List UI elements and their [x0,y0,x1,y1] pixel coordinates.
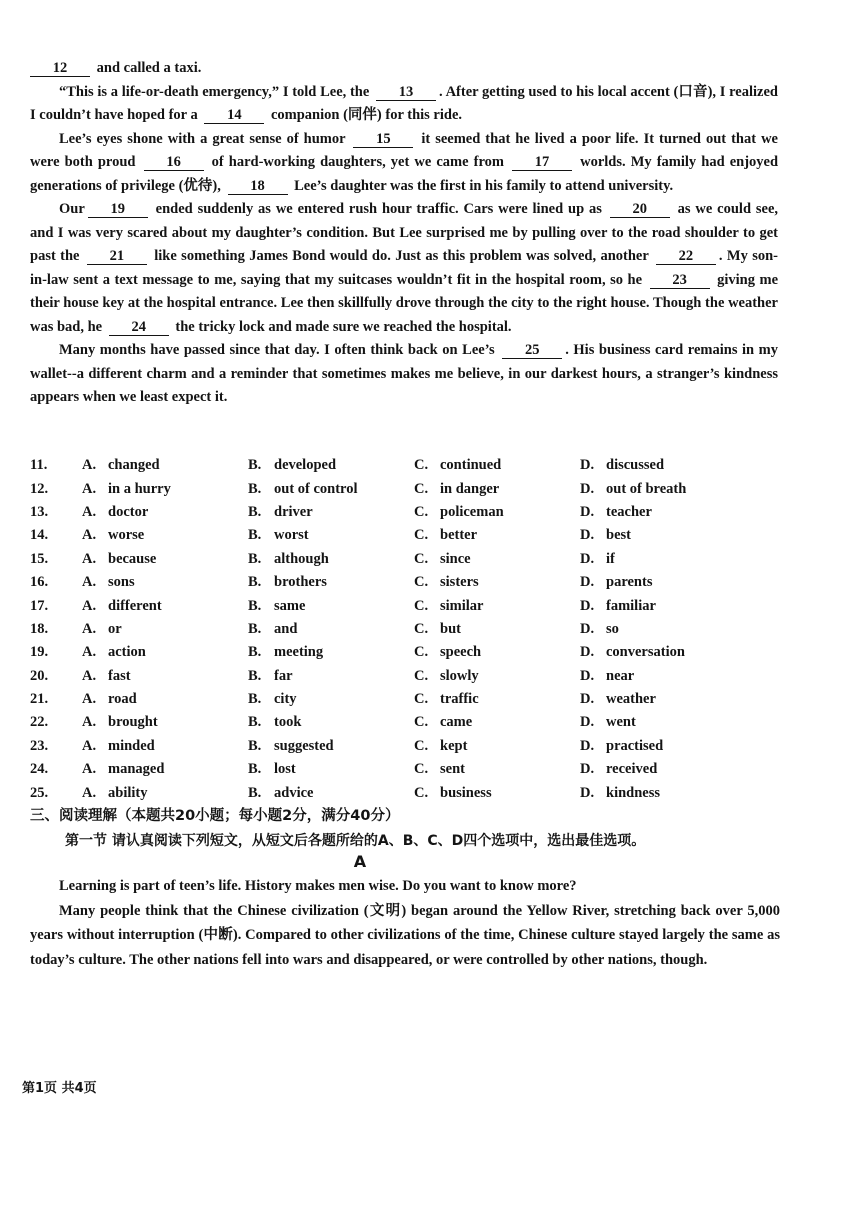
option-letter: B. [248,457,262,474]
passage-text: giving me their house key at the hospital entrance. Lee then skillfully drove through the city to the right house. Though the weather was bad, he [30,271,779,335]
option-letter: D. [580,527,595,544]
option-text: out of breath [606,480,687,497]
answer-option [580,527,740,544]
answer-option [82,785,248,802]
question-row [30,641,750,664]
cloze-passage [30,57,778,410]
answer-option [82,738,248,755]
answer-option [414,644,580,661]
option-letter: D. [580,691,595,708]
option-letter: D. [580,480,595,497]
question-row [30,735,750,758]
answer-option [414,457,580,474]
answer-option [414,504,580,521]
option-letter: C. [414,597,429,614]
answer-option [248,668,414,685]
option-text: worse [108,527,145,544]
answer-option [580,574,740,591]
question-number: 12. [30,480,49,497]
option-text: since [440,550,471,567]
page-number: 第1页 共4页 [22,1081,97,1096]
answer-option [248,738,414,755]
passage-text: Many months have passed since that day. I often think back on Lee’s [59,342,495,358]
answer-option [580,457,740,474]
question-number: 20. [30,667,49,684]
passage-text: like something James Bond would do. Just as this problem was solved, another [154,248,649,264]
option-text: brothers [274,574,327,591]
answer-option [248,504,414,521]
option-letter: C. [414,737,429,754]
passage-text: and called a taxi. [96,60,202,76]
option-text: similar [440,597,484,614]
answer-option [414,551,580,568]
answer-option [414,527,580,544]
option-text: policeman [440,503,504,520]
option-letter: C. [414,574,429,591]
option-letter: D. [580,574,595,591]
answer-option [580,504,740,521]
option-letter: A. [82,667,97,684]
question-row [30,711,750,734]
answer-option [580,668,740,685]
passage-text: it seemed that he lived a poor life. It turned out that we were both proud [30,130,778,170]
blank-23: 23 [650,272,710,289]
option-text: teacher [606,503,652,520]
question-row [30,594,750,617]
option-text: but [440,620,461,637]
question-row [30,688,750,711]
passage-text: ended suddenly as we entered rush hour traffic. Cars were lined up as [155,201,602,217]
option-text: different [108,597,162,614]
option-letter: D. [580,784,595,801]
option-text: in danger [440,480,500,497]
option-text: ability [108,784,148,801]
option-text: managed [108,761,165,778]
option-text: brought [108,714,158,731]
option-text: took [274,714,302,731]
answer-option [580,761,740,778]
option-text: although [274,550,329,567]
option-letter: A. [82,597,97,614]
answer-option [580,598,740,615]
blank-17: 17 [512,154,572,171]
option-letter: A. [82,644,97,661]
question-row [30,665,750,688]
blank-12: 12 [30,60,90,77]
answer-option [414,761,580,778]
question-row [30,524,750,547]
question-number: 23. [30,737,49,754]
passage-text: . After getting used to his local accent (口音), I realized I couldn’t have hoped for a [30,83,778,123]
section-instruction: 第一节 请认真阅读下列短文，从短文后各题所给的A、B、C、D四个选项中，选出最佳选项。 [65,833,646,849]
answer-option [414,714,580,731]
question-number: 17. [30,597,49,614]
blank-22: 22 [656,248,716,265]
answer-option [82,457,248,474]
question-row [30,501,750,524]
option-letter: B. [248,527,262,544]
option-text: developed [274,457,337,474]
option-letter: B. [248,574,262,591]
blank-21: 21 [87,248,147,265]
option-text: near [606,667,635,684]
option-text: continued [440,457,502,474]
reading-passage [30,874,780,972]
answer-option [414,738,580,755]
question-number: 21. [30,691,49,708]
passage-text: . My son-in-law sent a text message to me, saying that my suitcases wouldn’t fit in the hospital room, so he [30,248,778,288]
answer-option [82,551,248,568]
passage-text: Lee’s eyes shone with a great sense of humor [59,130,346,147]
question-number: 13. [30,503,49,520]
blank-13: 13 [376,84,436,101]
answer-option [414,621,580,638]
option-text: meeting [274,644,324,661]
option-text: driver [274,503,313,520]
blank-14: 14 [204,107,264,124]
option-text: if [606,550,615,567]
question-number: 16. [30,574,49,591]
option-text: sisters [440,574,479,591]
option-text: suggested [274,737,334,754]
option-text: parents [606,574,653,591]
passage-paragraph-4 [30,339,778,410]
blank-25: 25 [502,342,562,359]
passage-text: as we could see, and I was very scared about my daughter’s condition. But Lee surprised me by pulling over to the road shoulder to get past the [30,201,779,264]
passage-paragraph-3 [30,198,778,339]
answer-option [82,691,248,708]
question-number: 15. [30,550,49,567]
option-text: conversation [606,644,685,661]
answer-option [580,551,740,568]
answer-option [82,621,248,638]
question-row [30,758,750,781]
answer-option [580,644,740,661]
option-text: action [108,644,146,661]
option-letter: B. [248,667,262,684]
option-letter: B. [248,503,262,520]
blank-18: 18 [228,178,288,195]
option-text: advice [274,784,314,801]
option-letter: B. [248,784,262,801]
option-letter: A. [82,691,97,708]
answer-option [414,574,580,591]
option-letter: C. [414,784,429,801]
option-text: discussed [606,457,665,474]
option-letter: C. [414,620,429,637]
section-heading: 三、阅读理解（本题共20小题；每小题2分，满分40分） [30,808,400,824]
option-letter: A. [82,737,97,754]
question-row [30,571,750,594]
question-number: 18. [30,620,49,637]
answer-option [414,481,580,498]
answer-option [580,481,740,498]
option-text: in a hurry [108,480,171,497]
blank-15: 15 [353,131,413,148]
answer-option [82,527,248,544]
option-text: road [108,691,137,708]
option-letter: B. [248,620,262,637]
option-text: weather [606,691,656,708]
option-text: or [108,620,122,637]
option-letter: D. [580,667,595,684]
answer-option [248,551,414,568]
answer-option [248,761,414,778]
question-row [30,477,750,500]
answer-option [82,714,248,731]
option-letter: B. [248,550,262,567]
option-text: and [274,620,298,637]
option-text: kindness [606,784,661,801]
option-text: best [606,527,631,544]
option-letter: A. [82,527,97,544]
question-row [30,618,750,641]
question-number: 22. [30,714,49,731]
blank-24: 24 [109,319,169,336]
option-letter: D. [580,550,595,567]
reading-paragraph-2: Many people think that the Chinese civilization (文明) began around the Yellow River, stretching back over 5,000 years without interruption (中断). Compared to other civilizations of the time, Chinese culture stayed largely the same as today’s culture. The other nations fell into wars and disappeared, or were controlled by other nations, though. [30,902,780,968]
option-text: better [440,527,478,544]
option-text: sons [108,574,135,591]
option-text: slowly [440,667,479,684]
option-letter: B. [248,737,262,754]
passage-paragraph-1 [30,81,778,128]
answer-option [580,691,740,708]
passage-text: the tricky lock and made sure we reached the hospital. [175,318,512,335]
option-letter: A. [82,574,97,591]
option-letter: D. [580,620,595,637]
option-text: kept [440,737,468,754]
option-text: same [274,597,306,614]
blank-19: 19 [88,201,148,218]
option-text: speech [440,644,482,661]
question-number: 24. [30,761,49,778]
option-letter: C. [414,550,429,567]
option-letter: C. [414,691,429,708]
answer-option [248,598,414,615]
option-text: received [606,761,658,778]
passage-text: . His business card remains in my wallet--a different charm and a reminder that sometimes makes me believe, in our darkest hours, a stranger’s kindness appears when we least expect it. [30,342,779,405]
option-text: far [274,667,293,684]
passage-text: Our [59,201,85,217]
option-text: city [274,691,297,708]
blank-20: 20 [610,201,670,218]
option-text: familiar [606,597,656,614]
answer-option [248,481,414,498]
answer-option [580,785,740,802]
answer-option [580,738,740,755]
option-text: doctor [108,503,149,520]
answer-option [414,598,580,615]
option-letter: B. [248,480,262,497]
answer-option [248,621,414,638]
option-letter: B. [248,714,262,731]
reading-paragraph-1: Learning is part of teen’s life. History makes men wise. Do you want to know more? [59,878,577,894]
option-letter: C. [414,480,429,497]
option-letter: D. [580,761,595,778]
passage-line-0 [30,57,778,81]
option-letter: A. [82,784,97,801]
option-text: business [440,784,492,801]
option-text: because [108,550,157,567]
option-letter: B. [248,644,262,661]
answer-option [82,481,248,498]
option-letter: D. [580,597,595,614]
answer-option [248,714,414,731]
option-letter: D. [580,503,595,520]
option-letter: C. [414,503,429,520]
passage-text: Lee’s daughter was the first in his family to attend university. [294,177,674,194]
option-text: lost [274,761,296,778]
answer-option [82,761,248,778]
option-text: went [606,714,636,731]
answer-options [30,454,750,805]
option-letter: B. [248,761,262,778]
answer-option [580,714,740,731]
question-number: 25. [30,784,49,801]
question-number: 11. [30,457,48,474]
answer-option [248,574,414,591]
option-text: came [440,714,473,731]
option-letter: A. [82,620,97,637]
option-letter: A. [82,503,97,520]
answer-option [248,457,414,474]
option-letter: A. [82,457,97,474]
answer-option [82,574,248,591]
answer-option [82,668,248,685]
passage-text: worlds. My family had enjoyed generations of privilege (优待), [30,154,779,194]
option-text: worst [274,527,309,544]
option-letter: C. [414,714,429,731]
answer-option [248,785,414,802]
question-row [30,454,750,477]
option-letter: B. [248,597,262,614]
option-letter: C. [414,527,429,544]
question-row [30,781,750,804]
answer-option [414,668,580,685]
answer-option [248,691,414,708]
option-text: out of control [274,480,358,497]
passage-paragraph-2 [30,128,778,199]
answer-option [414,785,580,802]
answer-option [248,644,414,661]
option-letter: D. [580,457,595,474]
answer-option [248,527,414,544]
answer-option [82,598,248,615]
option-letter: D. [580,714,595,731]
option-letter: D. [580,737,595,754]
option-text: minded [108,737,155,754]
passage-text: companion (同伴) for this ride. [270,107,463,123]
option-letter: C. [414,457,429,474]
passage-text: of hard-working daughters, yet we came from [211,154,504,170]
option-letter: C. [414,761,429,778]
option-letter: D. [580,644,595,661]
option-text: sent [440,761,465,778]
part-label: A [353,852,367,871]
option-text: so [606,620,619,637]
answer-option [82,644,248,661]
question-row [30,548,750,571]
passage-text: “This is a life-or-death emergency,” I told Lee, the [59,83,370,100]
question-number: 14. [30,527,49,544]
answer-option [580,621,740,638]
option-letter: A. [82,480,97,497]
option-letter: A. [82,550,97,567]
answer-option [414,691,580,708]
option-letter: A. [82,714,97,731]
option-letter: C. [414,667,429,684]
blank-16: 16 [144,154,204,171]
option-letter: A. [82,761,97,778]
option-letter: C. [414,644,429,661]
option-letter: B. [248,691,262,708]
option-text: practised [606,737,664,754]
option-text: fast [108,667,131,684]
answer-option [82,504,248,521]
option-text: changed [108,457,160,474]
option-text: traffic [440,691,479,708]
question-number: 19. [30,644,49,661]
